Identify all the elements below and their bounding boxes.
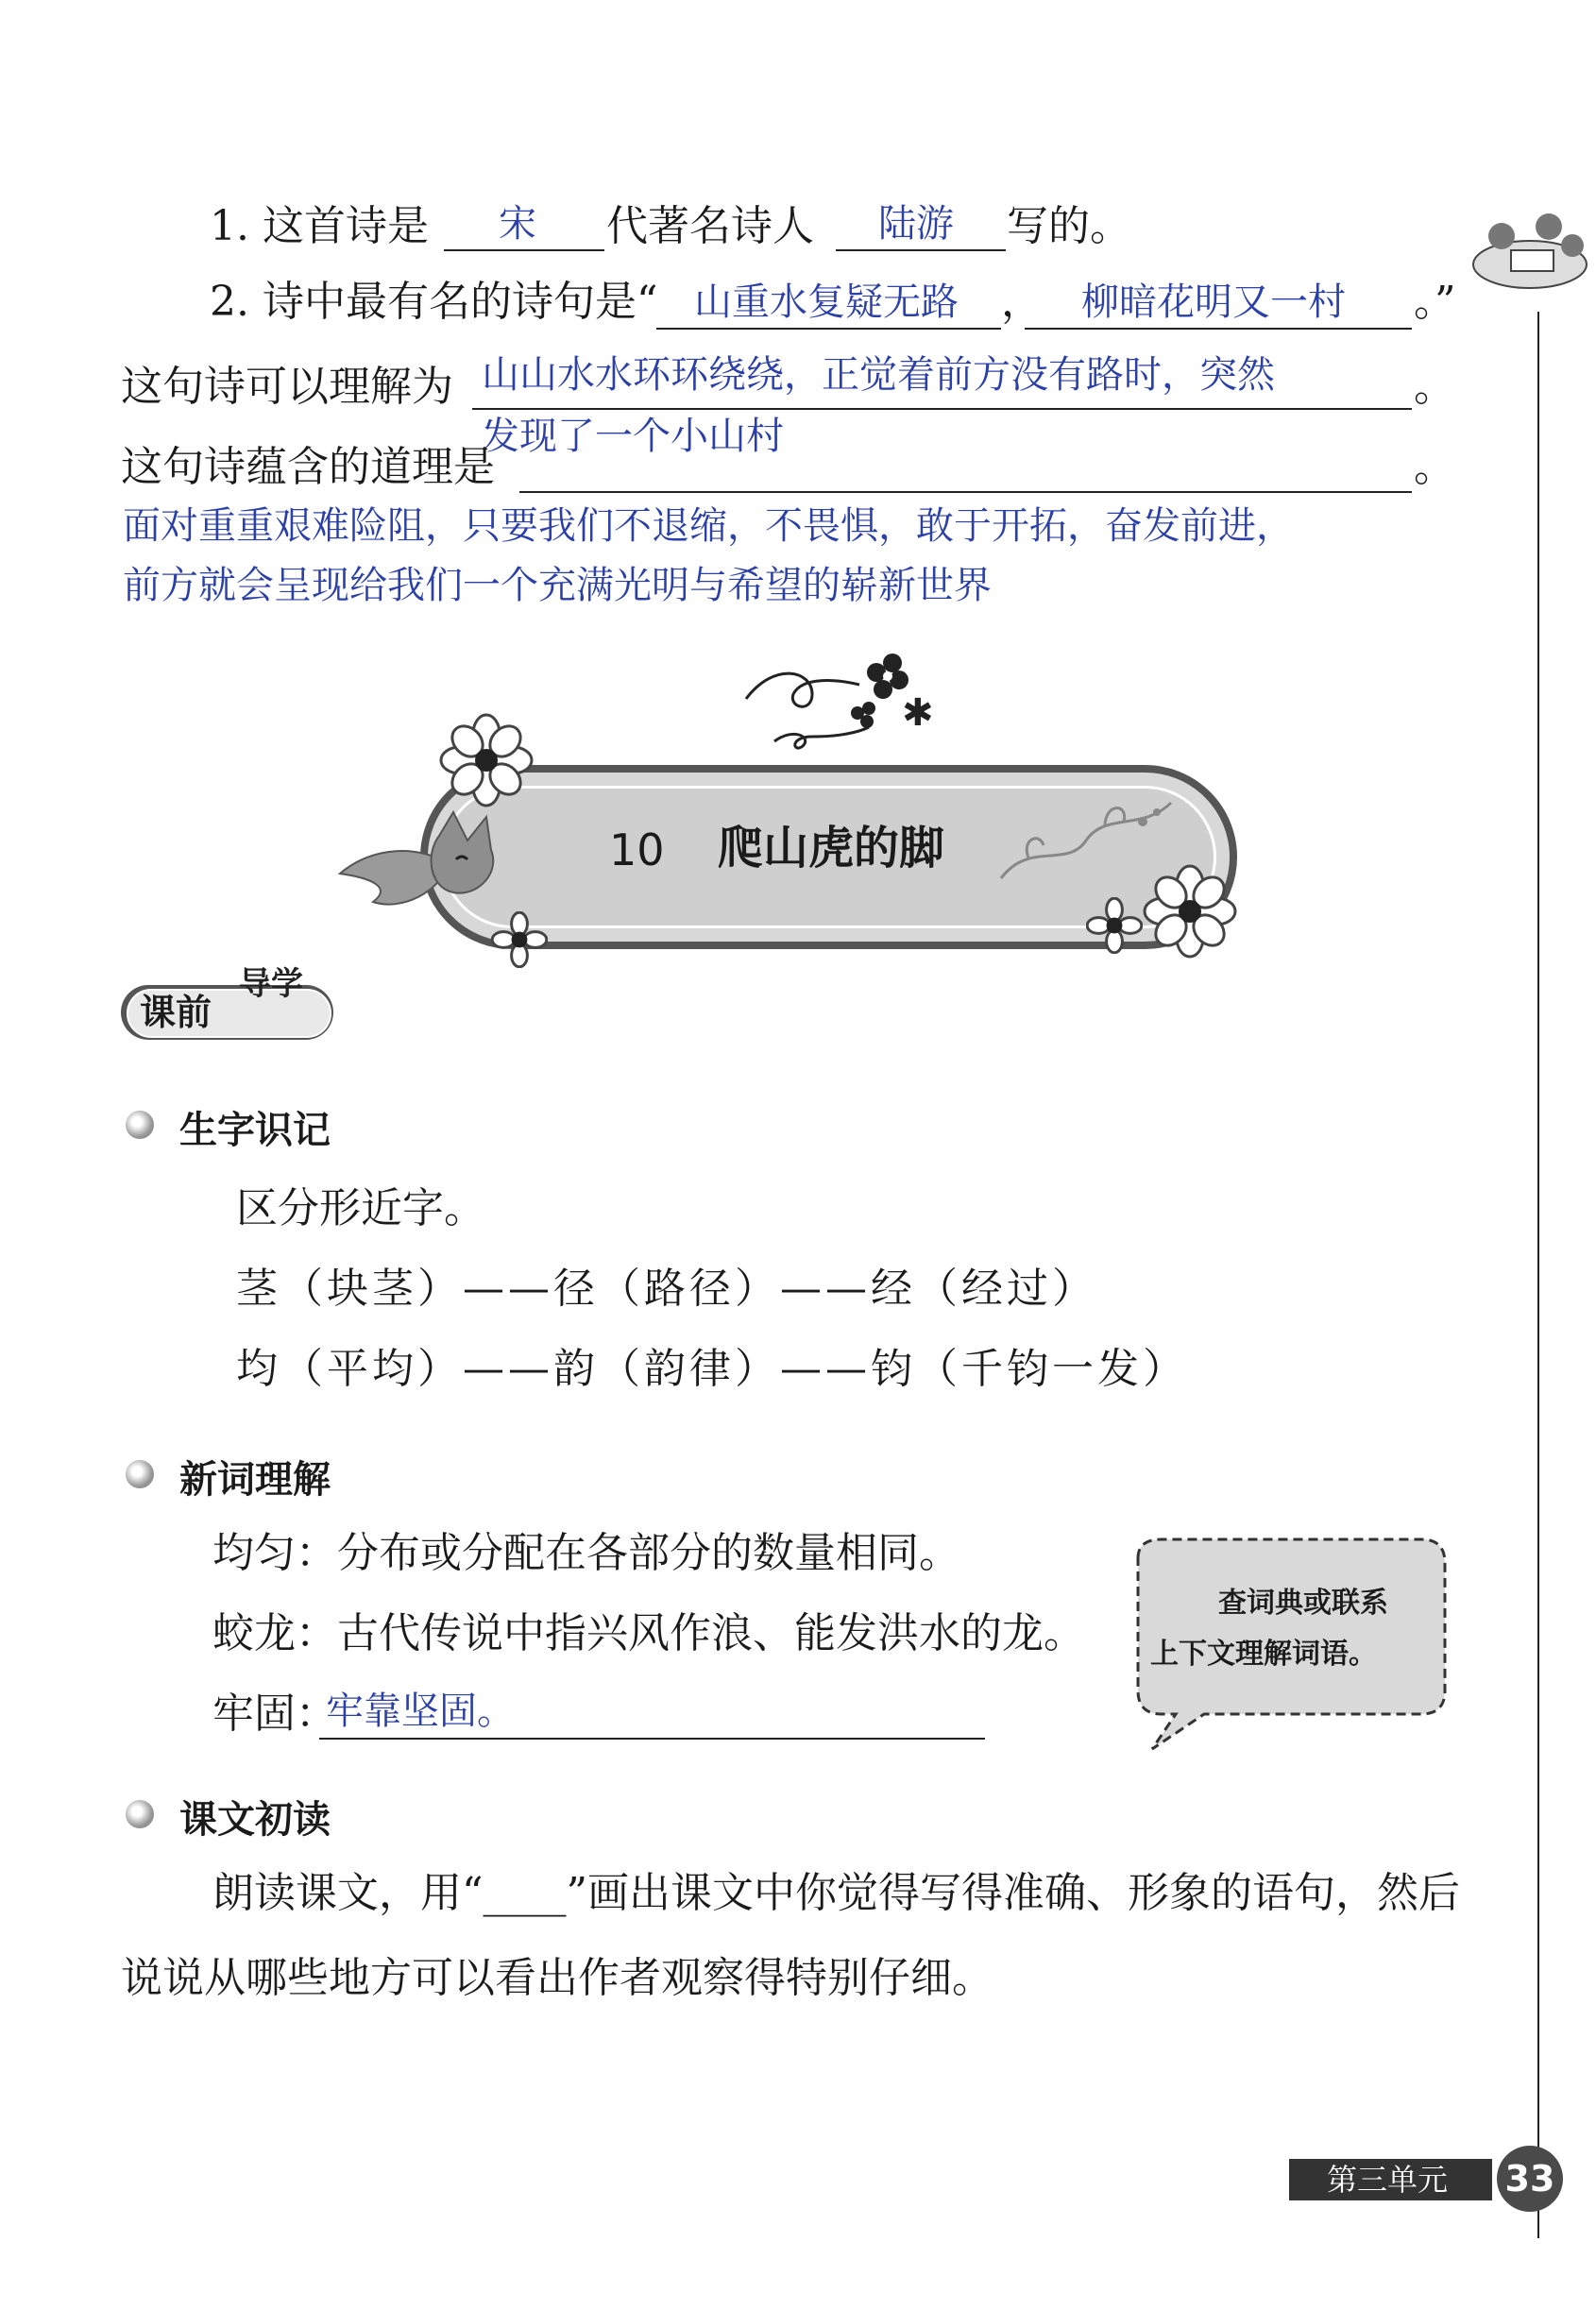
q2-blank-line1 [656,326,1001,330]
kids-reading-icon [1459,189,1596,302]
q2-understand-answer-1: 山山水水环环绕绕，正觉着前方没有路时，突然 [482,353,1275,397]
flower-icon-small-right [1086,897,1143,954]
footer-unit: 第三单元 [1327,2162,1449,2198]
q2-answer-line1: 山重水复疑无路 [694,280,959,324]
svg-text:✱: ✱ [902,691,934,735]
section-bullet-icon [126,1111,154,1139]
section-title-vocab: 新词理解 [179,1458,331,1502]
section-bullet-icon [126,1800,154,1828]
q2-comma: ， [1001,278,1043,326]
q2-meaning-label: 这句诗蕴含的道理是 [121,443,495,491]
q2-answer-line2: 柳暗花明又一村 [1081,280,1346,324]
q2-meaning-answer-2: 前方就会呈现给我们一个充满光明与希望的崭新世界 [123,564,992,607]
q2-understand-period: 。 [1414,363,1455,411]
q1-prefix: 1. 这首诗是 [210,202,429,250]
vocab-item-1: 均匀：分布或分配在各部分的数量相同。 [212,1529,960,1577]
section3-line1: 朗读课文，用“____”画出课文中你觉得写得准确、形象的语句，然后 [212,1869,1460,1917]
q1-blank-dynasty [444,247,604,251]
section-title-first-reading: 课文初读 [179,1798,331,1842]
badge-main: 课前 [140,992,212,1033]
swirl-decoration-icon [737,642,954,765]
section1-row1: 茎（块茎）——径（路径）——经（经过） [236,1265,1097,1313]
q2-blank-line2 [1025,326,1412,330]
section3-line2: 说说从哪些地方可以看出作者观察得特别仔细。 [121,1954,993,2002]
tip-line2: 上下文理解词语。 [1150,1638,1377,1671]
q2-meaning-period: 。 [1414,443,1455,491]
tip-line1: 查词典或联系 [1218,1587,1388,1620]
page-number: 33 [1497,2146,1563,2212]
badge-sub: 导学 [239,965,303,1003]
margin-line [1537,312,1539,2238]
vocab-blank [319,1736,985,1740]
section1-row2: 均（平均）——韵（韵律）——钧（千钧一发） [236,1345,1188,1393]
q2-prefix: 2. 诗中最有名的诗句是“ [210,278,658,326]
q2-understand-label: 这句诗可以理解为 [121,363,453,411]
q1-answer-poet: 陆游 [878,202,954,246]
section-bullet-icon [126,1460,154,1488]
section1-intro: 区分形近字。 [236,1184,485,1232]
q2-understand-answer-2: 发现了一个小山村 [482,415,784,458]
q2-blank-meaning [519,489,1412,493]
q1-mid: 代著名诗人 [606,202,814,250]
q1-answer-dynasty: 宋 [499,202,536,246]
vocab-item-3-answer: 牢靠坚固。 [326,1690,515,1733]
q1-suffix: 写的。 [1007,202,1131,250]
vocab-item-3-label: 牢固： [212,1690,337,1738]
vocab-item-2: 蛟龙：古代传说中指兴风作浪、能发洪水的龙。 [212,1609,1085,1657]
flower-icon-bottom-left [491,911,548,968]
lesson-number: 10 [609,824,665,875]
pre-class-badge [121,965,338,1042]
q2-close: 。” [1414,278,1456,326]
flower-icon-top-left [439,713,534,807]
q2-meaning-answer-1: 面对重重艰难险阻，只要我们不退缩，不畏惧，敢于开拓，奋发前进， [123,504,1294,548]
q1-blank-poet [836,247,1006,251]
lesson-title: 爬山虎的脚 [718,822,945,875]
section-title-characters: 生字识记 [179,1109,331,1152]
vine-decoration-icon [992,784,1180,897]
